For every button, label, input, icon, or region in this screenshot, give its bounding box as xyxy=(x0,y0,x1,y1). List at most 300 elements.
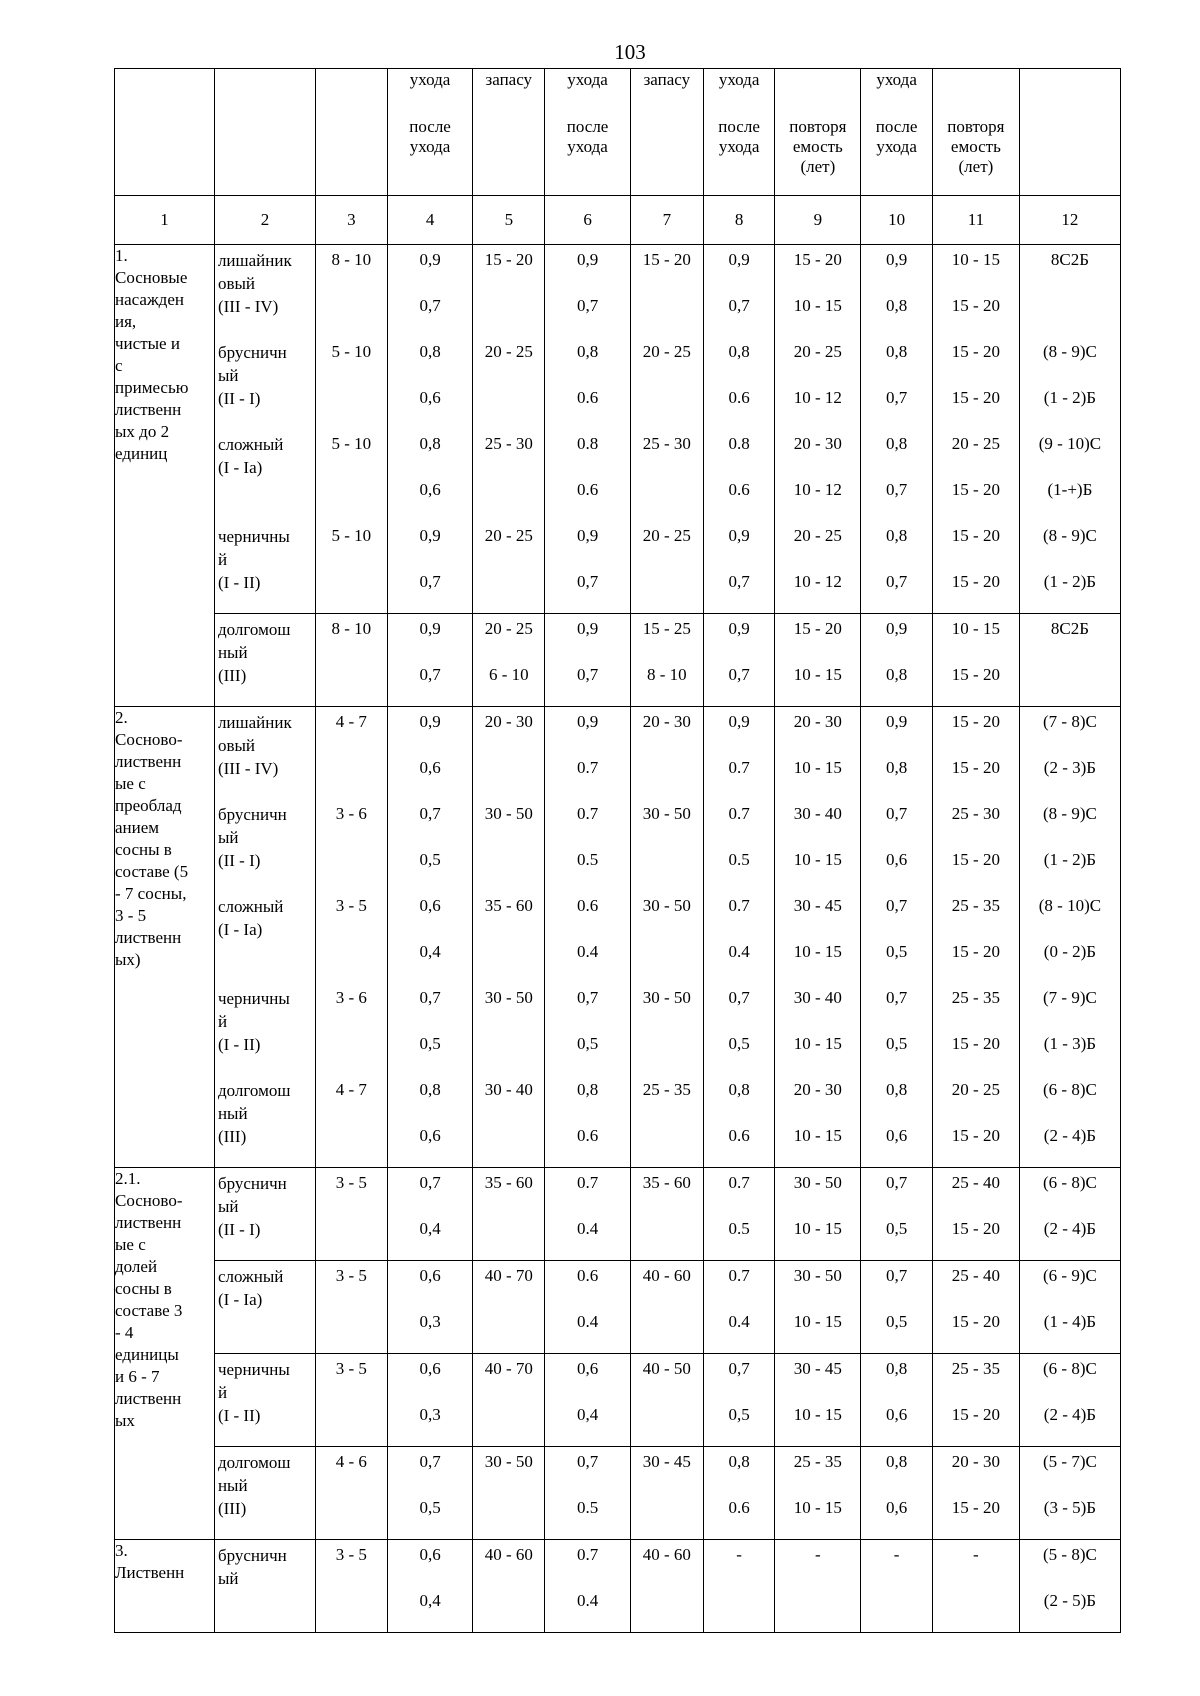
value-cell-11 xyxy=(932,1167,1019,1260)
cell-value: 0,7 xyxy=(728,295,750,315)
cell-value: 15 - 20 xyxy=(951,711,1000,731)
cell-value: 35 - 60 xyxy=(484,895,533,915)
cell-value xyxy=(631,937,703,983)
cell-value: 20 - 25 xyxy=(793,525,842,545)
header-row-top xyxy=(115,69,1121,117)
cell-value xyxy=(316,1586,387,1632)
cell-value: 10 - 15 xyxy=(793,295,842,315)
column-number: 6 xyxy=(545,195,631,244)
cell-value: 10 - 15 xyxy=(793,1311,842,1331)
cell-value: 25 - 35 xyxy=(951,895,1000,915)
cell-value: 0,9 xyxy=(576,525,599,545)
value-cell-3 xyxy=(315,1167,387,1260)
cell-value: (8 - 9)С xyxy=(1043,525,1097,545)
cell-value: - xyxy=(736,1544,742,1564)
cell-value: 0.4 xyxy=(576,1218,599,1238)
value-cell-10 xyxy=(861,1260,933,1353)
cell-value: 0,3 xyxy=(419,1404,441,1424)
cell-value: 0,7 xyxy=(419,295,441,315)
cell-value xyxy=(473,567,544,613)
cell-value: 0.6 xyxy=(576,1265,599,1285)
cell-value: 0,7 xyxy=(576,1451,599,1471)
header-cell: после ухода xyxy=(703,117,775,196)
value-cell-6 xyxy=(545,613,631,706)
cell-value: 20 - 25 xyxy=(951,433,1000,453)
cell-value: (2 - 4)Б xyxy=(1043,1125,1097,1145)
forest-type-cell xyxy=(214,613,315,706)
cell-value: 20 - 25 xyxy=(484,618,533,638)
value-cell-5 xyxy=(473,613,545,706)
cell-value: 0.6 xyxy=(576,387,599,407)
cell-value: 0.5 xyxy=(728,849,750,869)
cell-value: 0,8 xyxy=(885,1451,908,1471)
cell-value xyxy=(631,1121,703,1167)
cell-value xyxy=(316,1029,387,1075)
cell-value xyxy=(316,1307,387,1353)
cell-value: 15 - 20 xyxy=(951,1218,1000,1238)
cell-value: 0,4 xyxy=(576,1404,599,1424)
value-cell-12 xyxy=(1019,613,1120,706)
value-cell-9 xyxy=(775,1353,861,1446)
cell-value: 0,6 xyxy=(419,757,441,777)
cell-value: 0.6 xyxy=(576,1125,599,1145)
cell-value: 0.7 xyxy=(576,1172,599,1192)
cell-value: 8 - 10 xyxy=(331,249,372,269)
value-cell-8 xyxy=(703,1353,775,1446)
cell-value xyxy=(316,937,387,983)
cell-value xyxy=(631,753,703,799)
forest-type: лишайник овый (III - IV) xyxy=(217,250,292,316)
header-cell: запасу xyxy=(630,69,703,196)
category-cell: 2.1. Сосново- лиственн ые с долей сосны в составе 3 - 4 единицы и 6 - 7 лиственн ых xyxy=(115,1167,215,1539)
value-cell-7 xyxy=(630,706,703,1167)
cell-value xyxy=(631,1400,703,1446)
cell-value: (6 - 8)С xyxy=(1043,1358,1097,1378)
cell-value: 40 - 50 xyxy=(642,1358,691,1378)
cell-value: (2 - 5)Б xyxy=(1043,1590,1097,1610)
cell-value xyxy=(473,1400,544,1446)
cell-value: 0,5 xyxy=(419,1033,441,1053)
value-cell-5 xyxy=(473,1167,545,1260)
cell-value: 30 - 45 xyxy=(793,895,842,915)
value-cell-4 xyxy=(387,613,473,706)
header-cell: повторя емость (лет) xyxy=(932,117,1019,196)
cell-value: 15 - 20 xyxy=(951,941,1000,961)
cell-value xyxy=(316,845,387,891)
cell-value: 0,9 xyxy=(728,525,750,545)
forest-type-cell xyxy=(214,1446,315,1539)
cell-value xyxy=(473,475,544,521)
cell-value: 3 - 5 xyxy=(335,1358,367,1378)
value-cell-12 xyxy=(1019,1353,1120,1446)
cell-value: 20 - 25 xyxy=(484,341,533,361)
cell-value: 0,7 xyxy=(885,479,908,499)
cell-value: 0,8 xyxy=(419,1079,441,1099)
value-cell-8 xyxy=(703,1446,775,1539)
value-cell-10 xyxy=(861,613,933,706)
cell-value: 3 - 5 xyxy=(335,1265,367,1285)
value-cell-6 xyxy=(545,1260,631,1353)
value-cell-10 xyxy=(861,1353,933,1446)
header-cell xyxy=(214,69,315,196)
cell-value: 10 - 12 xyxy=(793,571,842,591)
cell-value: 0,7 xyxy=(885,387,908,407)
value-cell-12 xyxy=(1019,1167,1120,1260)
cell-value: 0,6 xyxy=(419,1358,441,1378)
header-cell: после ухода xyxy=(387,117,473,196)
cell-value xyxy=(473,291,544,337)
cell-value: 0.6 xyxy=(576,895,599,915)
cell-value: 0,8 xyxy=(576,341,599,361)
table-row xyxy=(115,1167,1121,1260)
cell-value: 0,7 xyxy=(885,1265,908,1285)
forest-type: черничны й (I - II) xyxy=(217,988,290,1054)
cell-value: 25 - 30 xyxy=(484,433,533,453)
cell-value: 25 - 35 xyxy=(951,1358,1000,1378)
value-cell-8 xyxy=(703,706,775,1167)
category-cell: 2. Сосново- лиственн ые с преоблад анием сосны в составе (5 - 7 сосны, 3 - 5 лиственн ых) xyxy=(115,706,215,1167)
cell-value: 10 - 15 xyxy=(793,941,842,961)
cell-value: (2 - 4)Б xyxy=(1043,1218,1097,1238)
cell-value: 0,5 xyxy=(728,1033,750,1053)
value-cell-3 xyxy=(315,1446,387,1539)
cell-value: 10 - 15 xyxy=(793,1033,842,1053)
header-cell xyxy=(115,69,215,196)
forest-type: брусничн ый (II - I) xyxy=(217,1173,287,1239)
value-cell-7 xyxy=(630,1446,703,1539)
cell-value: (7 - 9)С xyxy=(1043,987,1097,1007)
cell-value: (1 - 2)Б xyxy=(1043,387,1097,407)
cell-value: 15 - 20 xyxy=(793,249,842,269)
cell-value xyxy=(631,1493,703,1539)
cell-value: 30 - 50 xyxy=(793,1265,842,1285)
cell-value xyxy=(933,1586,1019,1632)
forest-type: лишайник овый (III - IV) xyxy=(217,712,292,778)
cell-value: 10 - 15 xyxy=(793,849,842,869)
table-row xyxy=(115,1260,1121,1353)
cell-value: 0,6 xyxy=(419,1265,441,1285)
cell-value xyxy=(1020,660,1120,706)
category-cell: 3. Лиственн xyxy=(115,1539,215,1632)
cell-value xyxy=(473,1307,544,1353)
cell-value: - xyxy=(893,1544,900,1564)
value-cell-8 xyxy=(703,1260,775,1353)
cell-value: 15 - 20 xyxy=(951,1404,1000,1424)
cell-value: 15 - 20 xyxy=(951,1125,1000,1145)
cell-value xyxy=(316,1493,387,1539)
cell-value: 0,7 xyxy=(576,987,599,1007)
cell-value: 5 - 10 xyxy=(331,433,372,453)
cell-value: 0,9 xyxy=(885,249,908,269)
cell-value xyxy=(316,1400,387,1446)
forest-type: черничны й (I - II) xyxy=(217,526,290,592)
cell-value xyxy=(316,383,387,429)
cell-value: 0,8 xyxy=(419,341,441,361)
column-number: 5 xyxy=(473,195,545,244)
cell-value: (8 - 9)С xyxy=(1043,341,1097,361)
header-cell: ухода xyxy=(545,69,631,117)
column-number: 10 xyxy=(861,195,933,244)
cell-value: 0,5 xyxy=(885,941,908,961)
cell-value: 8С2Б xyxy=(1050,618,1089,638)
cell-value: 0,7 xyxy=(885,895,908,915)
header-cell: повторя емость (лет) xyxy=(775,117,861,196)
cell-value: 0.6 xyxy=(728,387,750,407)
cell-value: 0,7 xyxy=(419,571,441,591)
cell-value: 6 - 10 xyxy=(488,664,529,684)
cell-value: 0,6 xyxy=(419,479,441,499)
cell-value: 3 - 5 xyxy=(335,1172,367,1192)
value-cell-11 xyxy=(932,706,1019,1167)
cell-value: 0.4 xyxy=(728,1311,750,1331)
header-cell xyxy=(932,69,1019,117)
value-cell-8 xyxy=(703,613,775,706)
cell-value: 15 - 20 xyxy=(951,1033,1000,1053)
value-cell-6 xyxy=(545,1353,631,1446)
cell-value: 15 - 20 xyxy=(951,479,1000,499)
cell-value xyxy=(631,1214,703,1260)
cell-value: 30 - 40 xyxy=(793,987,842,1007)
cell-value xyxy=(473,845,544,891)
cell-value: (3 - 5)Б xyxy=(1043,1497,1097,1517)
column-number: 1 xyxy=(115,195,215,244)
cell-value: (1-+)Б xyxy=(1047,479,1093,499)
cell-value: 15 - 20 xyxy=(951,1311,1000,1331)
column-number: 4 xyxy=(387,195,473,244)
cell-value xyxy=(861,1586,932,1632)
cell-value: 25 - 35 xyxy=(793,1451,842,1471)
cell-value: (5 - 7)С xyxy=(1043,1451,1097,1471)
cell-value: (0 - 2)Б xyxy=(1043,941,1097,961)
cell-value: 8 - 10 xyxy=(331,618,372,638)
cell-value: 10 - 15 xyxy=(793,1125,842,1145)
column-number: 3 xyxy=(315,195,387,244)
cell-value: 0,8 xyxy=(419,433,441,453)
cell-value: 0.6 xyxy=(728,1497,750,1517)
value-cell-7 xyxy=(630,244,703,613)
cell-value: 30 - 40 xyxy=(793,803,842,823)
header-cell: после ухода xyxy=(861,117,933,196)
value-cell-7 xyxy=(630,1539,703,1632)
cell-value: 15 - 20 xyxy=(951,387,1000,407)
value-cell-6 xyxy=(545,1446,631,1539)
cell-value: 0,8 xyxy=(885,433,908,453)
cell-value: 10 - 15 xyxy=(793,1404,842,1424)
cell-value: 3 - 5 xyxy=(335,895,367,915)
cell-value: 0,9 xyxy=(576,249,599,269)
cell-value: 0,5 xyxy=(885,1218,908,1238)
table-row xyxy=(115,244,1121,613)
value-cell-5 xyxy=(473,244,545,613)
column-number: 9 xyxy=(775,195,861,244)
header-cell xyxy=(1019,69,1120,196)
cell-value: 5 - 10 xyxy=(331,525,372,545)
cell-value: 0.4 xyxy=(576,1311,599,1331)
cell-value: 0,9 xyxy=(419,249,441,269)
cell-value: 20 - 30 xyxy=(793,711,842,731)
cell-value xyxy=(473,1493,544,1539)
value-cell-9 xyxy=(775,1167,861,1260)
cell-value: 25 - 35 xyxy=(642,1079,691,1099)
value-cell-5 xyxy=(473,1446,545,1539)
cell-value: 10 - 15 xyxy=(951,618,1000,638)
cell-value: 0.7 xyxy=(576,803,599,823)
forest-type: сложный (I - Ia) xyxy=(217,896,284,939)
cell-value: (8 - 9)С xyxy=(1043,803,1097,823)
cell-value: 0.5 xyxy=(576,1497,599,1517)
value-cell-5 xyxy=(473,1353,545,1446)
cell-value: 0,8 xyxy=(728,1079,750,1099)
value-cell-5 xyxy=(473,1539,545,1632)
column-number: 2 xyxy=(214,195,315,244)
cell-value: 8 - 10 xyxy=(647,664,687,684)
value-cell-12 xyxy=(1019,1446,1120,1539)
cell-value: 20 - 30 xyxy=(793,433,842,453)
cell-value: 15 - 20 xyxy=(951,341,1000,361)
forest-type: брусничн ый xyxy=(217,1545,287,1588)
cell-value: 30 - 50 xyxy=(793,1172,842,1192)
cell-value: 15 - 20 xyxy=(951,525,1000,545)
cell-value: 0.7 xyxy=(728,1265,750,1285)
header-cell: ухода xyxy=(387,69,473,117)
forest-type-cell xyxy=(214,706,315,1167)
cell-value: 15 - 20 xyxy=(951,1497,1000,1517)
cell-value: 8С2Б xyxy=(1050,249,1089,269)
value-cell-12 xyxy=(1019,1260,1120,1353)
cell-value: 40 - 70 xyxy=(484,1358,533,1378)
cell-value: 0.4 xyxy=(576,941,599,961)
cell-value: 0.8 xyxy=(576,433,599,453)
cell-value: 0,6 xyxy=(885,1497,908,1517)
cell-value: 0,9 xyxy=(576,711,599,731)
cell-value: 15 - 25 xyxy=(642,618,691,638)
cell-value xyxy=(631,1307,703,1353)
cell-value: 30 - 50 xyxy=(484,1451,533,1471)
value-cell-7 xyxy=(630,1260,703,1353)
table-row xyxy=(115,613,1121,706)
cell-value: 0,5 xyxy=(885,1033,908,1053)
cell-value: 0,9 xyxy=(728,711,750,731)
header-cell: запасу xyxy=(473,69,545,196)
cell-value: (6 - 9)С xyxy=(1043,1265,1097,1285)
cell-value: 10 - 12 xyxy=(793,387,842,407)
cell-value xyxy=(775,1586,860,1632)
value-cell-4 xyxy=(387,1167,473,1260)
value-cell-9 xyxy=(775,1446,861,1539)
cell-value: 0,5 xyxy=(576,1033,599,1053)
cell-value xyxy=(631,1586,703,1632)
forest-type-cell xyxy=(214,1167,315,1260)
cell-value: 10 - 12 xyxy=(793,479,842,499)
cell-value: 15 - 20 xyxy=(951,849,1000,869)
cell-value: 0.7 xyxy=(576,1544,599,1564)
cell-value: 20 - 30 xyxy=(951,1451,1000,1471)
column-number-row xyxy=(115,195,1121,244)
cell-value xyxy=(316,1214,387,1260)
forest-type: долгомош ный (III) xyxy=(217,1452,291,1518)
cell-value xyxy=(473,1029,544,1075)
cell-value: 10 - 15 xyxy=(793,757,842,777)
cell-value: 20 - 30 xyxy=(793,1079,842,1099)
cell-value xyxy=(473,1214,544,1260)
cell-value: 0,7 xyxy=(576,664,599,684)
cell-value: 40 - 60 xyxy=(484,1544,533,1564)
cell-value: 0,5 xyxy=(419,849,441,869)
cell-value xyxy=(631,383,703,429)
table-row xyxy=(115,1539,1121,1632)
value-cell-5 xyxy=(473,706,545,1167)
cell-value: 0,5 xyxy=(419,1497,441,1517)
cell-value: 0,7 xyxy=(419,803,441,823)
cell-value: 0,7 xyxy=(419,987,441,1007)
cell-value: 3 - 6 xyxy=(335,987,367,1007)
cell-value: (1 - 2)Б xyxy=(1043,849,1097,869)
header-cell: после ухода xyxy=(545,117,631,196)
value-cell-3 xyxy=(315,613,387,706)
cell-value: 0,8 xyxy=(885,525,908,545)
cell-value: 0,6 xyxy=(419,387,441,407)
forest-type: черничны й (I - II) xyxy=(217,1359,290,1425)
page-number: 103 xyxy=(614,40,646,64)
cell-value: 10 - 15 xyxy=(951,249,1000,269)
cell-value: (7 - 8)С xyxy=(1043,711,1097,731)
cell-value: 35 - 60 xyxy=(484,1172,533,1192)
cell-value: 20 - 25 xyxy=(951,1079,1000,1099)
forest-type-cell xyxy=(214,1539,315,1632)
forest-type: долгомош ный (III) xyxy=(217,619,291,685)
header-cell: ухода xyxy=(703,69,775,117)
cell-value xyxy=(631,475,703,521)
cell-value: 0.6 xyxy=(728,1125,750,1145)
cell-value: 0.7 xyxy=(728,803,750,823)
cell-value: 10 - 15 xyxy=(793,1497,842,1517)
cell-value: 0.7 xyxy=(728,757,750,777)
cell-value: 0,7 xyxy=(576,295,599,315)
cell-value: 5 - 10 xyxy=(331,341,372,361)
value-cell-7 xyxy=(630,1167,703,1260)
cell-value: 0,7 xyxy=(419,664,441,684)
forest-type: долгомош ный (III) xyxy=(217,1080,291,1146)
cell-value xyxy=(631,845,703,891)
column-number: 11 xyxy=(932,195,1019,244)
cell-value: 0,4 xyxy=(419,1590,441,1610)
value-cell-3 xyxy=(315,706,387,1167)
forest-type-cell xyxy=(214,1353,315,1446)
value-cell-10 xyxy=(861,1446,933,1539)
cell-value: 10 - 15 xyxy=(793,664,842,684)
cell-value xyxy=(473,937,544,983)
forest-type-cell xyxy=(214,1260,315,1353)
value-cell-12 xyxy=(1019,1539,1120,1632)
value-cell-10 xyxy=(861,1539,933,1632)
cell-value xyxy=(704,1586,775,1632)
cell-value xyxy=(316,660,387,706)
header-cell xyxy=(315,69,387,196)
cell-value: 0,7 xyxy=(885,571,908,591)
cell-value xyxy=(316,291,387,337)
cell-value xyxy=(631,291,703,337)
column-number: 12 xyxy=(1019,195,1120,244)
cell-value: 0,9 xyxy=(885,618,908,638)
cell-value: 0,7 xyxy=(419,1451,441,1471)
table-body xyxy=(115,69,1121,1633)
cell-value: 0.7 xyxy=(576,757,599,777)
cell-value: 20 - 25 xyxy=(793,341,842,361)
forest-type: брусничн ый (II - I) xyxy=(217,342,287,408)
cell-value: 0,3 xyxy=(419,1311,441,1331)
cell-value: 0.8 xyxy=(728,433,750,453)
cell-value: 0,7 xyxy=(576,571,599,591)
